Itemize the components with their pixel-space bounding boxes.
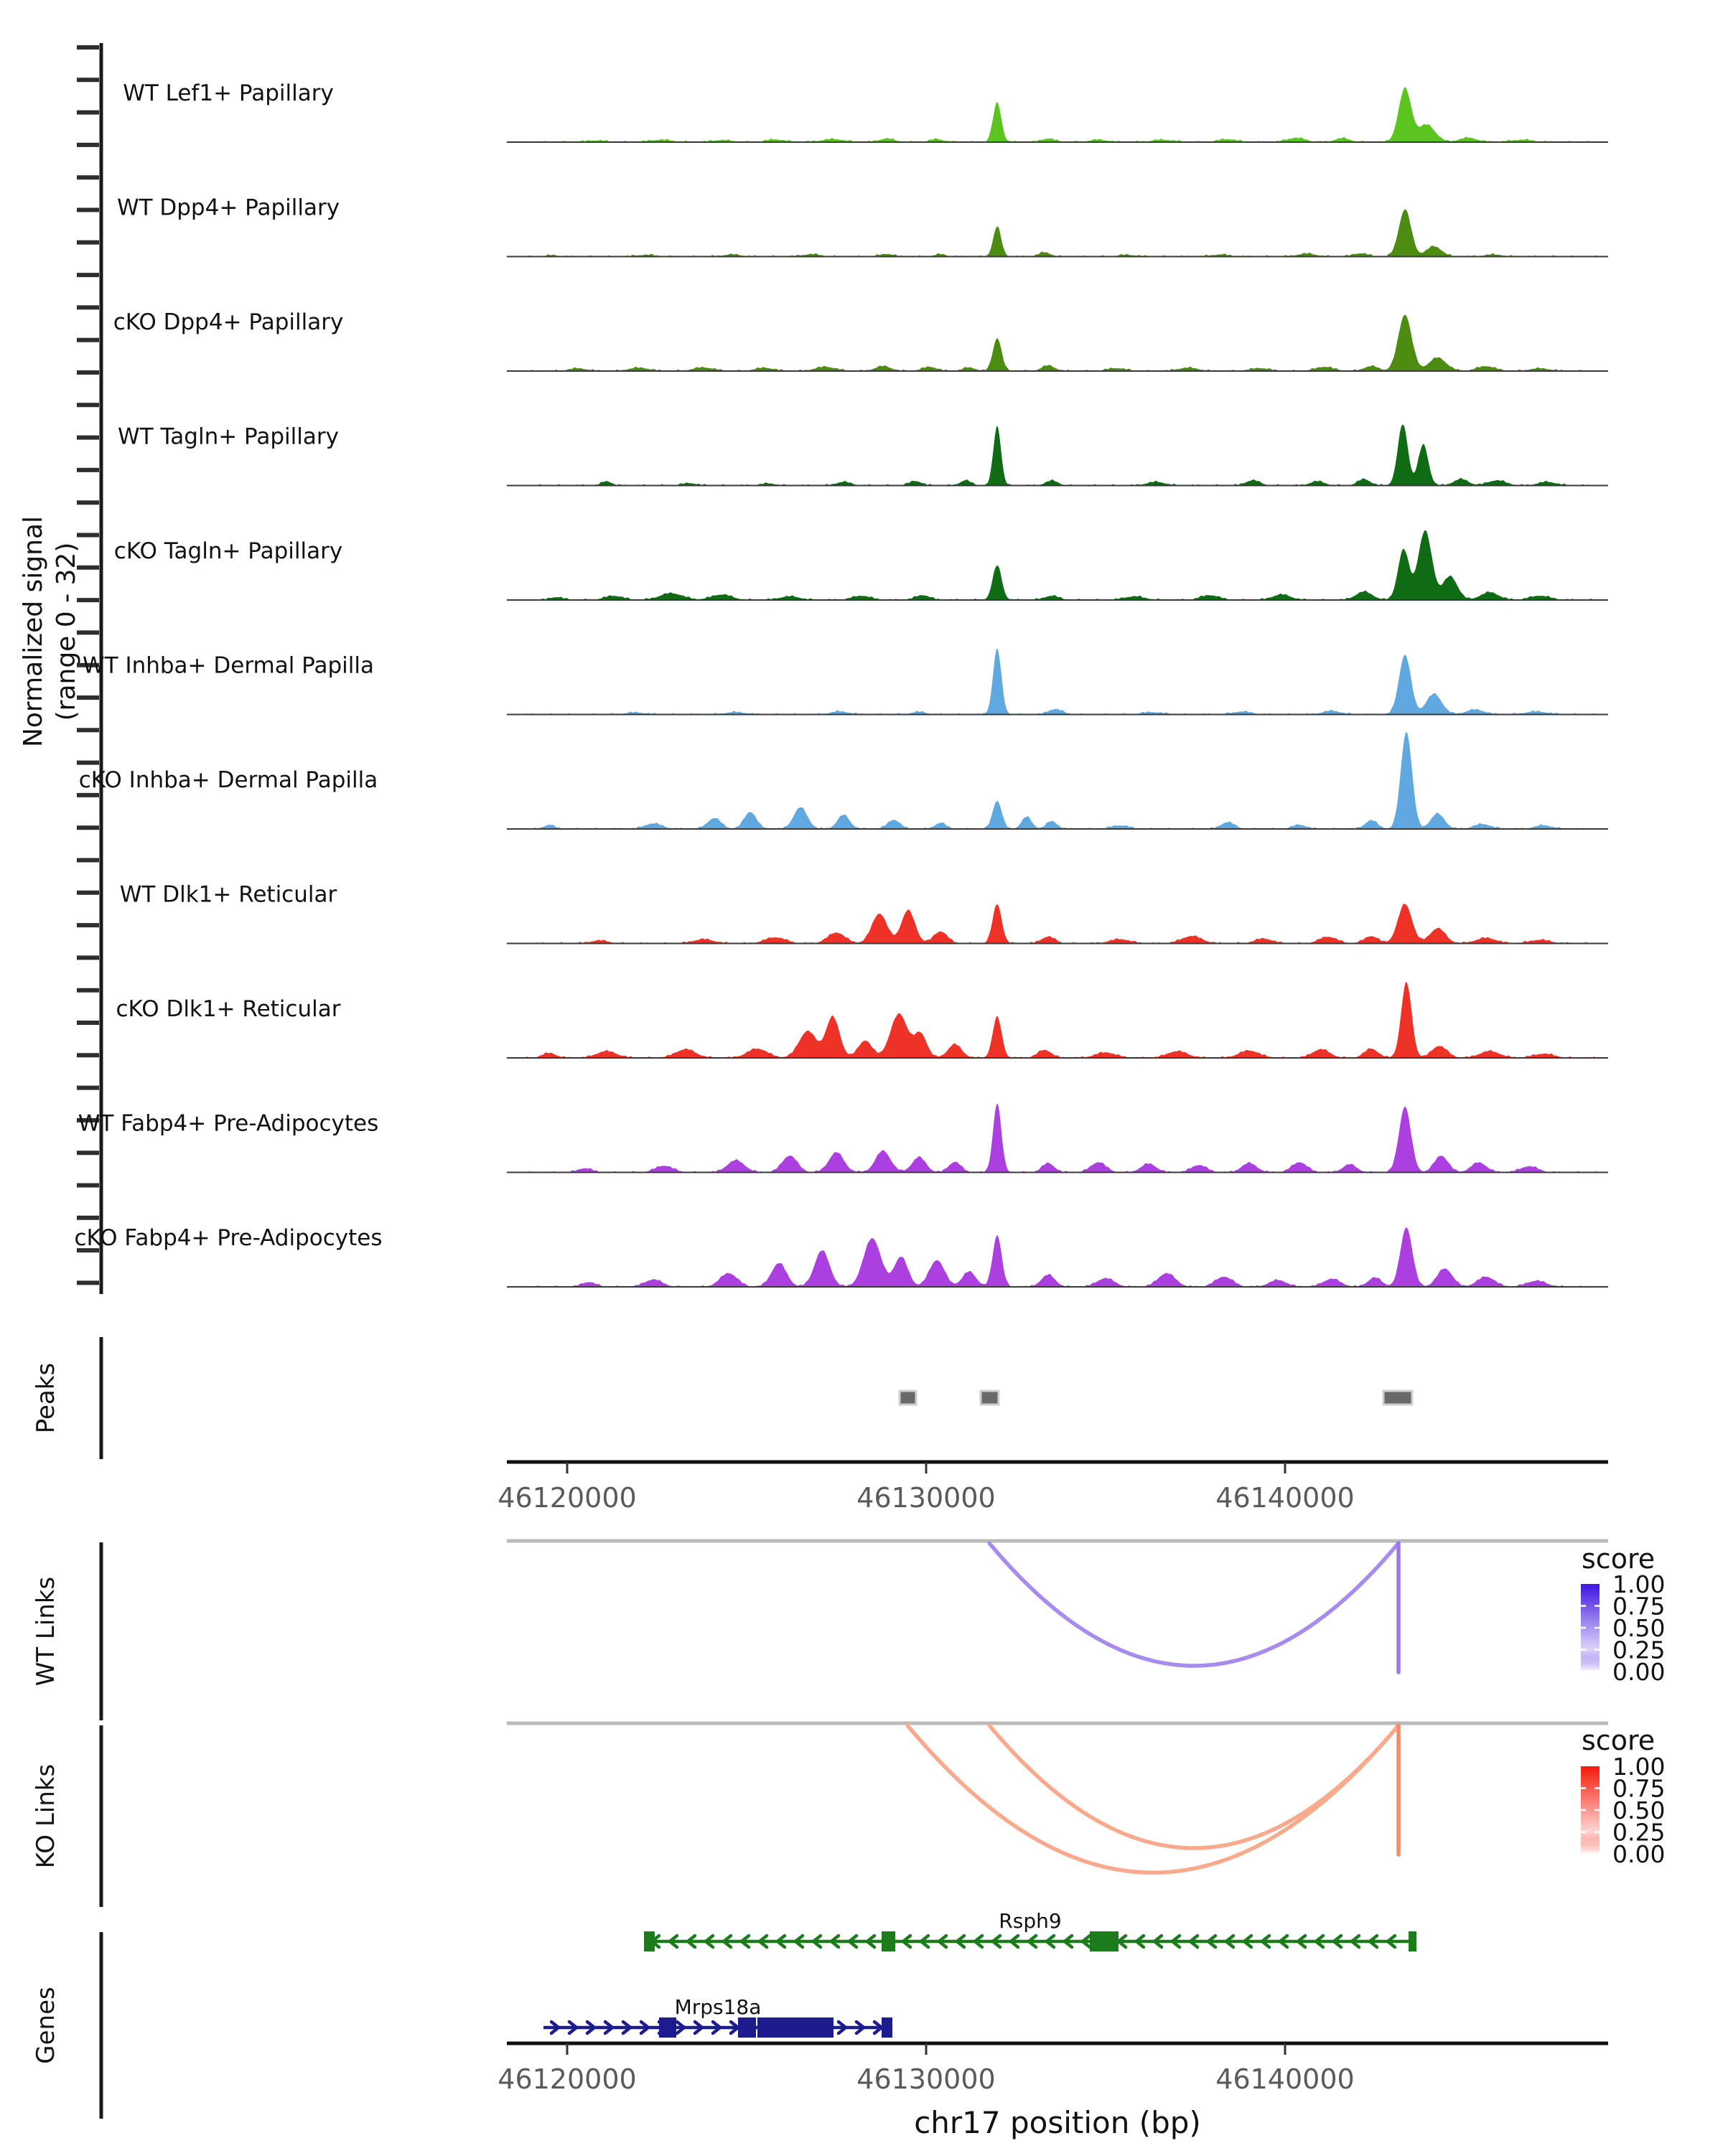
wt-links-panel-legend bbox=[1581, 1543, 1665, 1686]
ko-links-panel-legend bbox=[1581, 1725, 1665, 1868]
svg-text:(range 0 - 32): (range 0 - 32) bbox=[52, 542, 81, 721]
legend-tick-label: 1.00 bbox=[1612, 1753, 1666, 1781]
track-label: cKO Dpp4+ Papillary bbox=[113, 309, 344, 335]
gene-name-label: Mrps18a bbox=[674, 1995, 762, 2019]
track-label: WT Dpp4+ Papillary bbox=[116, 194, 340, 221]
peaks-section-label: Peaks bbox=[32, 1362, 60, 1434]
legend-title: score bbox=[1582, 1725, 1656, 1756]
genes-section-label: Genes bbox=[32, 1987, 60, 2064]
gene-exon bbox=[644, 1931, 655, 1951]
peak-box bbox=[1383, 1391, 1412, 1405]
track-label: WT Fabp4+ Pre-Adipocytes bbox=[78, 1110, 379, 1137]
axis-tick-label: 46120000 bbox=[498, 2063, 637, 2095]
svg-text:Normalized signal: Normalized signal bbox=[19, 515, 48, 748]
legend-tick-label: 0.75 bbox=[1612, 1592, 1666, 1621]
legend-title: score bbox=[1582, 1543, 1656, 1575]
gene-exon bbox=[882, 2017, 892, 2038]
legend-tick-label: 0.00 bbox=[1612, 1658, 1666, 1686]
track-label: cKO Fabp4+ Pre-Adipocytes bbox=[74, 1225, 383, 1251]
legend-tick-label: 0.00 bbox=[1612, 1840, 1666, 1868]
x-axis-title: chr17 position (bp) bbox=[914, 2105, 1201, 2140]
axis-tick-label: 46120000 bbox=[498, 1482, 637, 1514]
gene-exon bbox=[738, 2017, 756, 2038]
axis-tick-label: 46130000 bbox=[856, 2063, 996, 2095]
axis-tick-label: 46140000 bbox=[1215, 1482, 1355, 1514]
ko-links-panel-section-label: KO Links bbox=[32, 1763, 60, 1869]
gene-name-label: Rsph9 bbox=[999, 1909, 1062, 1933]
legend-tick-label: 0.25 bbox=[1612, 1636, 1666, 1664]
legend-tick-label: 0.50 bbox=[1612, 1614, 1666, 1642]
legend-tick-label: 0.25 bbox=[1612, 1818, 1666, 1847]
legend-tick-label: 0.75 bbox=[1612, 1774, 1666, 1803]
track-label: cKO Tagln+ Papillary bbox=[113, 538, 343, 564]
wt-links-panel-section-label: WT Links bbox=[32, 1576, 60, 1687]
track-label: WT Dlk1+ Reticular bbox=[119, 881, 337, 908]
gene-exon bbox=[757, 2017, 834, 2038]
axis-tick-label: 46130000 bbox=[856, 1482, 996, 1514]
track-label: WT Lef1+ Papillary bbox=[123, 80, 334, 106]
peak-box bbox=[981, 1391, 999, 1405]
track-label: cKO Dlk1+ Reticular bbox=[116, 996, 341, 1022]
gene-exon bbox=[1409, 1931, 1416, 1951]
gene-exon bbox=[882, 1931, 895, 1951]
legend-tick-label: 0.50 bbox=[1612, 1796, 1666, 1824]
gene-exon bbox=[1090, 1931, 1119, 1951]
peak-box bbox=[900, 1391, 916, 1405]
legend-tick-label: 1.00 bbox=[1612, 1570, 1666, 1598]
axis-tick-label: 46140000 bbox=[1215, 2063, 1355, 2095]
track-label: WT Inhba+ Dermal Papilla bbox=[83, 652, 374, 679]
track-label: WT Tagln+ Papillary bbox=[118, 423, 339, 450]
track-label: cKO Inhba+ Dermal Papilla bbox=[78, 767, 378, 793]
gene-exon bbox=[659, 2017, 676, 2038]
